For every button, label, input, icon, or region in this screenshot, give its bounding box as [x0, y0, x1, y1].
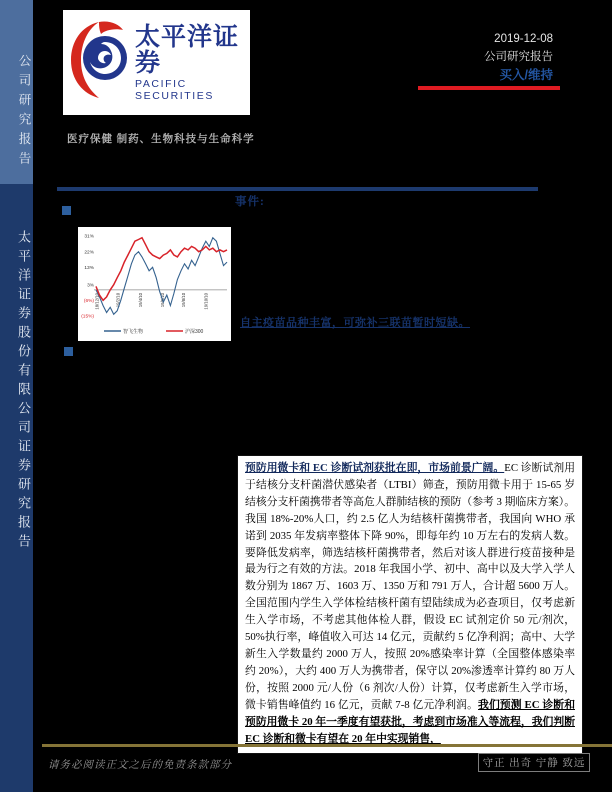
header-divider-rule [57, 187, 538, 191]
logo-english-name: PACIFIC SECURITIES [135, 77, 215, 102]
report-body-box [237, 455, 583, 754]
sidebar-bottom-strip [0, 184, 33, 792]
svg-text:(6%): (6%) [83, 299, 94, 305]
svg-text:13%: 13% [84, 266, 94, 272]
svg-text:31%: 31% [84, 234, 94, 240]
svg-text:智飞生物: 智飞生物 [123, 329, 144, 335]
body-lead-sentence: 预防用微卡和 EC 诊断试剂获批在即，市场前景广阔。 [245, 462, 505, 474]
sidebar-top-label: 公司研究报告 [17, 54, 31, 171]
header-meta [484, 30, 553, 85]
svg-text:19/10/10: 19/10/10 [203, 292, 209, 310]
section-bullet-icon [64, 347, 73, 356]
body-paragraph: EC 诊断试剂用于结核分支杆菌潜伏感染者（LTBI）筛查，预防用微卡用于 15-65 岁结核分支杆菌携带者等高危人群肺结核的预防（参考 3 期临床方案）。我国 18%-20%人口，约 2.5 亿人为结核杆菌携带者，我国向 WHO 承诺到 2035 年发病率整体下降 90%，即每年约 10 万左右的发病人数。要降低发病率，筛选结核杆菌携带者，然后对该人群进行疫苗接种是最为行之有效的方法。2018 年我国小学、初中、高中以及大学入学人数分别为 1867 万、1603 万、1350 万和 791 万人，合计超 5600 万人。全国范围内学生入学体检结核杆菌有望陆续成为必查项目，仅考虑新生入学市场，不考虑其他体检人群，假设 EC 试剂定价 50 元/剂次，50%执行率，峰值收入可达 14 亿元，贡献约 5 亿净利润；高中、大学新生入学数量约 2000 万人，按照 20%感染率计算（全国整体感染率约 20%），大约 400 万人为携带者，保守以 20%渗透率计算约 80 万人份，按照 2000 元/人份（6 剂次/人份）计算，仅考虑新生入学市场，微卡销售峰值约 16 亿元，贡献 7-8 亿元净利润。 [245, 462, 575, 711]
logo-text [135, 24, 244, 102]
sector-breadcrumb: 医疗保健 制药、生物科技与生命科学 [67, 134, 255, 145]
logo-box [63, 10, 250, 115]
report-type: 公司研究报告 [484, 51, 553, 63]
report-date: 2019-12-08 [494, 33, 553, 45]
rating-underline-rule [418, 86, 560, 90]
highlight-summary-text: 自主疫苗品种丰富，可弥补三联苗暂时短缺。 [240, 317, 470, 329]
stock-performance-chart [78, 227, 231, 341]
svg-text:18/12/10: 18/12/10 [94, 292, 100, 310]
logo-chinese-name: 太平洋证券 [135, 22, 240, 77]
svg-text:3%: 3% [87, 283, 94, 289]
svg-text:19/2/10: 19/2/10 [115, 292, 121, 308]
svg-text:(15%): (15%) [81, 314, 94, 320]
footer-motto-box [478, 753, 590, 772]
pacific-securities-logo-icon [69, 18, 131, 107]
svg-text:19/6/10: 19/6/10 [160, 292, 166, 308]
sidebar-top-strip [0, 0, 33, 184]
event-section-label: 事件: [235, 196, 265, 208]
stock-chart-svg [78, 227, 231, 341]
footer-divider-rule [42, 744, 612, 747]
body-emphasis-sentence: 我们预测 EC 诊断和预防用微卡 20 年一季度有望获批，考虑到市场准入等流程，我们判断 EC 诊断和微卡有望在 20 年中实现销售， [245, 698, 575, 745]
svg-text:19/8/10: 19/8/10 [181, 292, 187, 308]
rating-badge: 买入/维持 [499, 68, 553, 82]
section-bullet-icon [62, 206, 71, 215]
footer-disclaimer: 请务必阅读正文之后的免责条款部分 [48, 760, 232, 771]
sidebar-bottom-label: 太平洋证券股份有限公司证券研究报告 [16, 230, 31, 553]
svg-text:22%: 22% [84, 250, 94, 256]
svg-text:19/4/10: 19/4/10 [137, 292, 143, 308]
svg-text:沪深300: 沪深300 [185, 329, 204, 335]
footer-motto: 守正 出奇 宁静 致远 [482, 758, 586, 769]
